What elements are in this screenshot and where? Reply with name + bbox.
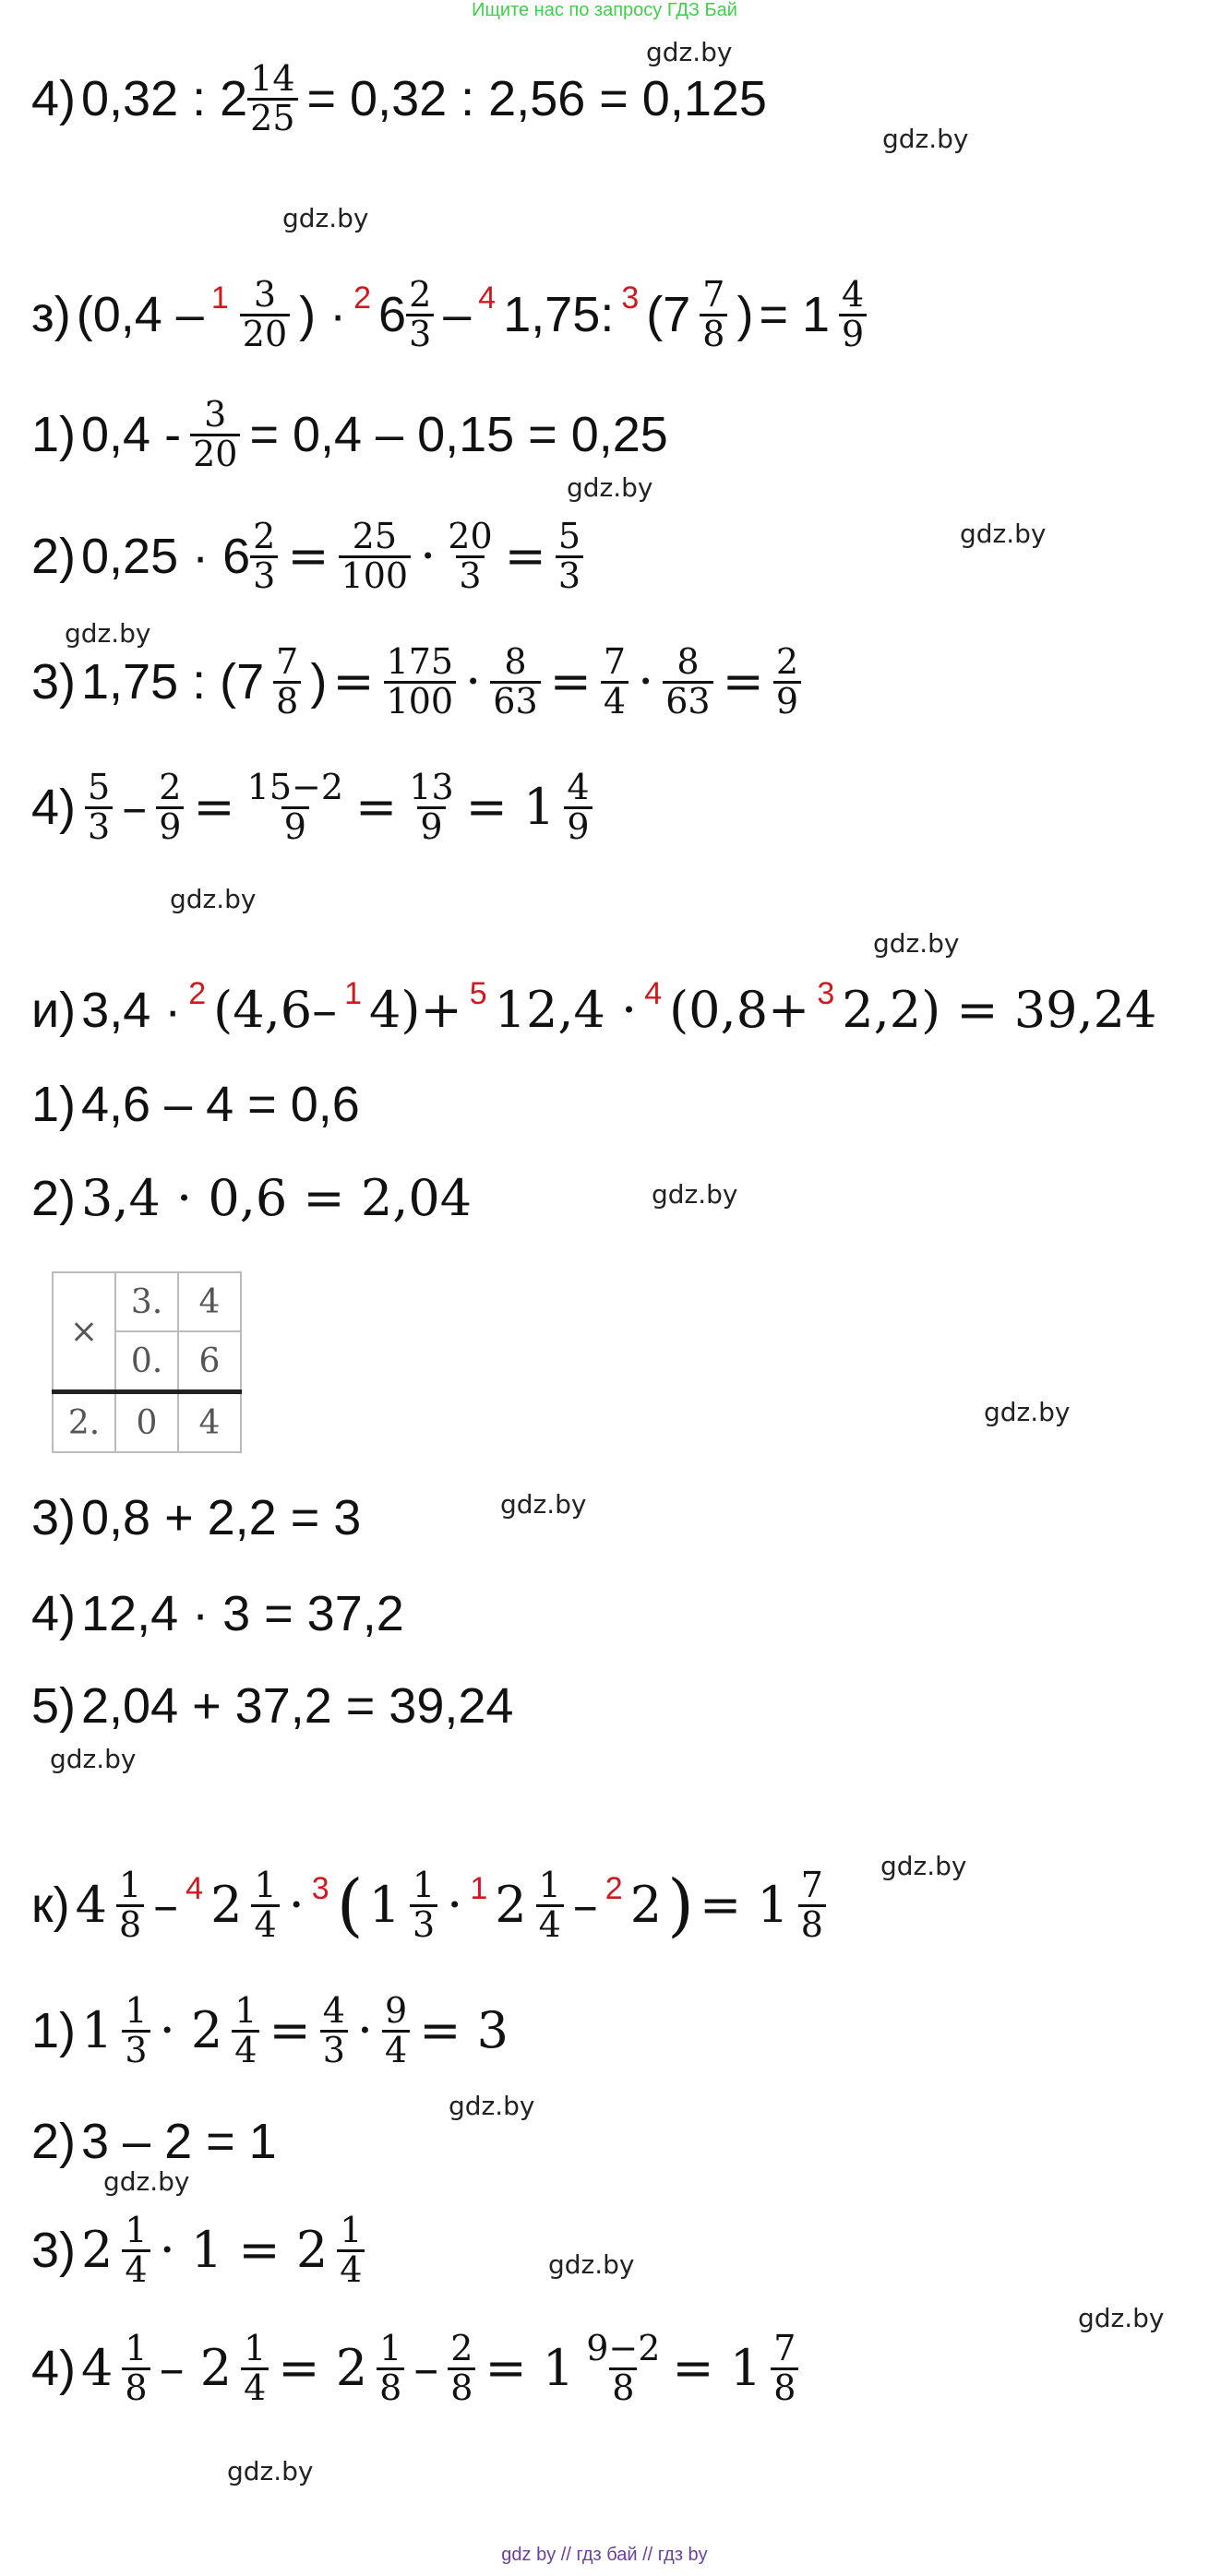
step-line: 2) 3 – 2 = 1 (31, 2114, 277, 2169)
task-expression: з) (0,4 – 1 $\frac{3}{20}$ ) · 2 6 $\frac{2}{3}$ – 4 1,75: 3 (7 $\frac{7}{8}$ ) = 1 $\frac{4}{9}$ (31, 277, 870, 353)
watermark: gdz.by (567, 472, 653, 503)
watermark: gdz.by (449, 2091, 535, 2121)
step-line: 1) 4,6 – 4 = 0,6 (31, 1077, 360, 1132)
watermark: gdz.by (880, 1851, 967, 1881)
watermark: gdz.by (873, 928, 960, 959)
step-line: 1) 0,4 - $\frac{3}{20}$ = 0,4 – 0,15 = 0,25 (31, 394, 668, 474)
watermark: gdz.by (282, 203, 369, 233)
watermark: gdz.by (103, 2166, 190, 2197)
multiplication-table: × 3. 4 0. 6 2. 0 4 (52, 1271, 242, 1453)
watermark: gdz.by (984, 1397, 1071, 1427)
step-line: 4) 12,4 · 3 = 37,2 (31, 1586, 404, 1641)
step-line: 3) 2 $\frac{1}{4}$ · 1 = 2 $\frac{1}{4}$ (31, 2212, 368, 2289)
watermark: gdz.by (227, 2456, 314, 2487)
step-line: 1) 1 $\frac{1}{3}$ · 2 $\frac{1}{4}$ = $\frac{4}{3}$ · $\frac{9}{4}$ = 3 (31, 1990, 509, 2070)
step-line: 2) 0,25 · 6 $\frac{2}{3}$ = $\frac{25}{100}$ · $\frac{20}{3}$ = $\frac{5}{3}$ (31, 519, 587, 595)
watermark: gdz.by (65, 618, 151, 649)
step-line: 4) $\frac{5}{3}$ – $\frac{2}{9}$ = $\frac{15-2}{9}$ = $\frac{13}{9}$ = 1 $\frac{4}{9}$ (31, 769, 596, 846)
top-banner: Ищите нас по запросу ГДЗ Бай (472, 0, 737, 20)
task-expression: и) 3,4 · 2 (4,6– 1 4)+ 5 12,4 · 4 (0,8+ 3 2,2) = 39,24 (31, 976, 1157, 1039)
watermark: gdz.by (548, 2249, 635, 2280)
step-line: 3) 1,75 : (7 $\frac{7}{8}$ ) = $\frac{175}{100}$ · $\frac{8}{63}$ = $\frac{7}{4}$ · $\frac{8}{63}$ = $\frac{2}{9}$ (31, 644, 805, 721)
watermark: gdz.by (960, 519, 1047, 549)
step-line: 4) 4 $\frac{1}{8}$ – 2 $\frac{1}{4}$ = 2 $\frac{1}{8}$ – $\frac{2}{8}$ = 1 $\frac{9-2}{8}$ = 1 $\frac{7}{8}$ (31, 2331, 802, 2407)
task-expression: к) 4 $\frac{1}{8}$ – 4 2 $\frac{1}{4}$ · 3 ( 1 $\frac{1}{3}$ · 1 2 $\frac{1}{4}$ – 2 2 ) = 1 $\frac{7}{8}$ (31, 1867, 830, 1944)
watermark: gdz.by (1078, 2303, 1165, 2333)
watermark: gdz.by (652, 1179, 738, 1210)
watermark: gdz.by (170, 884, 257, 914)
step-line: 2) 3,4 · 0,6 = 2,04 (31, 1169, 473, 1227)
step-line: 3) 0,8 + 2,2 = 3 (31, 1490, 362, 1545)
watermark: gdz.by (882, 124, 969, 154)
watermark: gdz.by (50, 1744, 137, 1774)
watermark: gdz.by (500, 1489, 587, 1520)
watermark: gdz.by (646, 37, 733, 67)
footer-links: gdz by // гдз бай // гдз by (501, 2545, 708, 2565)
step-line: 5) 2,04 + 37,2 = 39,24 (31, 1678, 514, 1734)
step-line: 4) 0,32 : 2 $\frac{14}{25}$ = 0,32 : 2,56 = 0,125 (31, 58, 767, 138)
fraction: $\frac{14}{25}$ (247, 61, 297, 137)
